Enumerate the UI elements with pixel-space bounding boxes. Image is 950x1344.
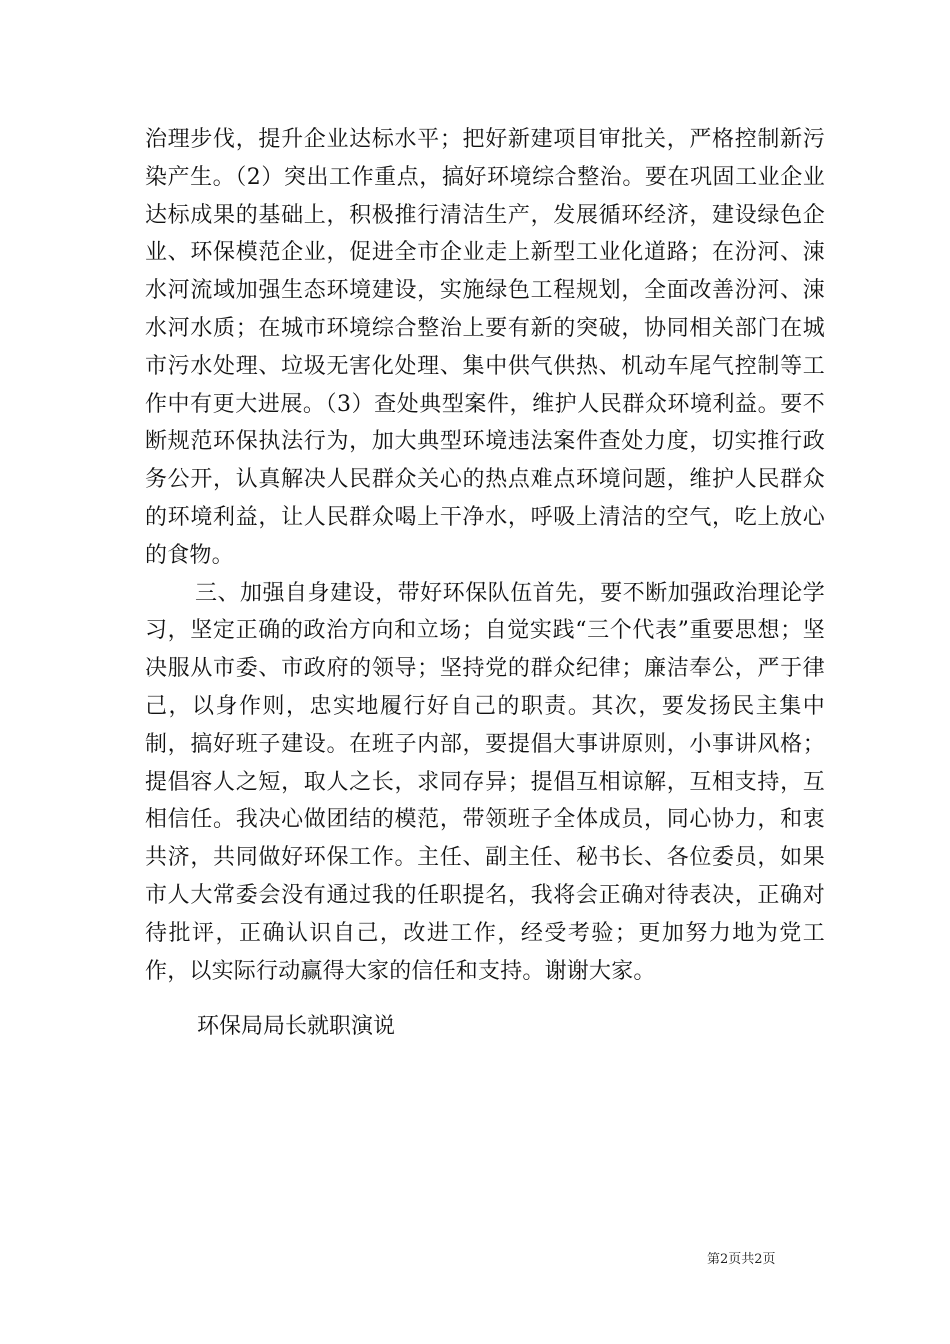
- page-indicator: 第2页共2页: [707, 1252, 776, 1267]
- paragraph-continuation: 治理步伐，提升企业达标水平；把好新建项目审批关，严格控制新污染产生。（2）突出工作重点，搞好环境综合整治。要在巩固工业企业达标成果的基础上，积极推行清洁生产，发展循环经济，建设绿色企业、环保模范企业，促进全市企业走上新型工业化道路；在汾河、涑水河流域加强生态环境建设，实施绿色工程规划，全面改善汾河、涑水河水质；在城市环境综合整治上要有新的突破，协同相关部门在城市污水处理、垃圾无害化处理、集中供气供热、机动车尾气控制等工作中有更大进展。（3）查处典型案件，维护人民群众环境利益。要不断规范环保执法行为，加大典型环境违法案件查处力度，切实推行政务公开，认真解决人民群众关心的热点难点环境问题，维护人民群众的环境利益，让人民群众喝上干净水，呼吸上清洁的空气，吃上放心的食物。: [145, 127, 825, 568]
- document-body: [145, 121, 825, 990]
- document-title-line: 环保局局长就职演说: [197, 1014, 396, 1039]
- paragraph-section-three: 三、加强自身建设，带好环保队伍首先，要不断加强政治理论学习，坚定正确的政治方向和立场；自觉实践“三个代表”重要思想；坚决服从市委、市政府的领导；坚持党的群众纪律；廉洁奉公，严于律己，以身作则，忠实地履行好自己的职责。其次，要发扬民主集中制，搞好班子建设。在班子内部，要提倡大事讲原则，小事讲风格；提倡容人之短，取人之长，求同存异；提倡互相谅解，互相支持，互相信任。我决心做团结的模范，带领班子全体成员，同心协力，和衷共济，共同做好环保工作。主任、副主任、秘书长、各位委员，如果市人大常委会没有通过我的任职提名，我将会正确对待表决，正确对待批评，正确认识自己，改进工作，经受考验；更加努力地为党工作，以实际行动赢得大家的信任和支持。谢谢大家。: [145, 580, 825, 984]
